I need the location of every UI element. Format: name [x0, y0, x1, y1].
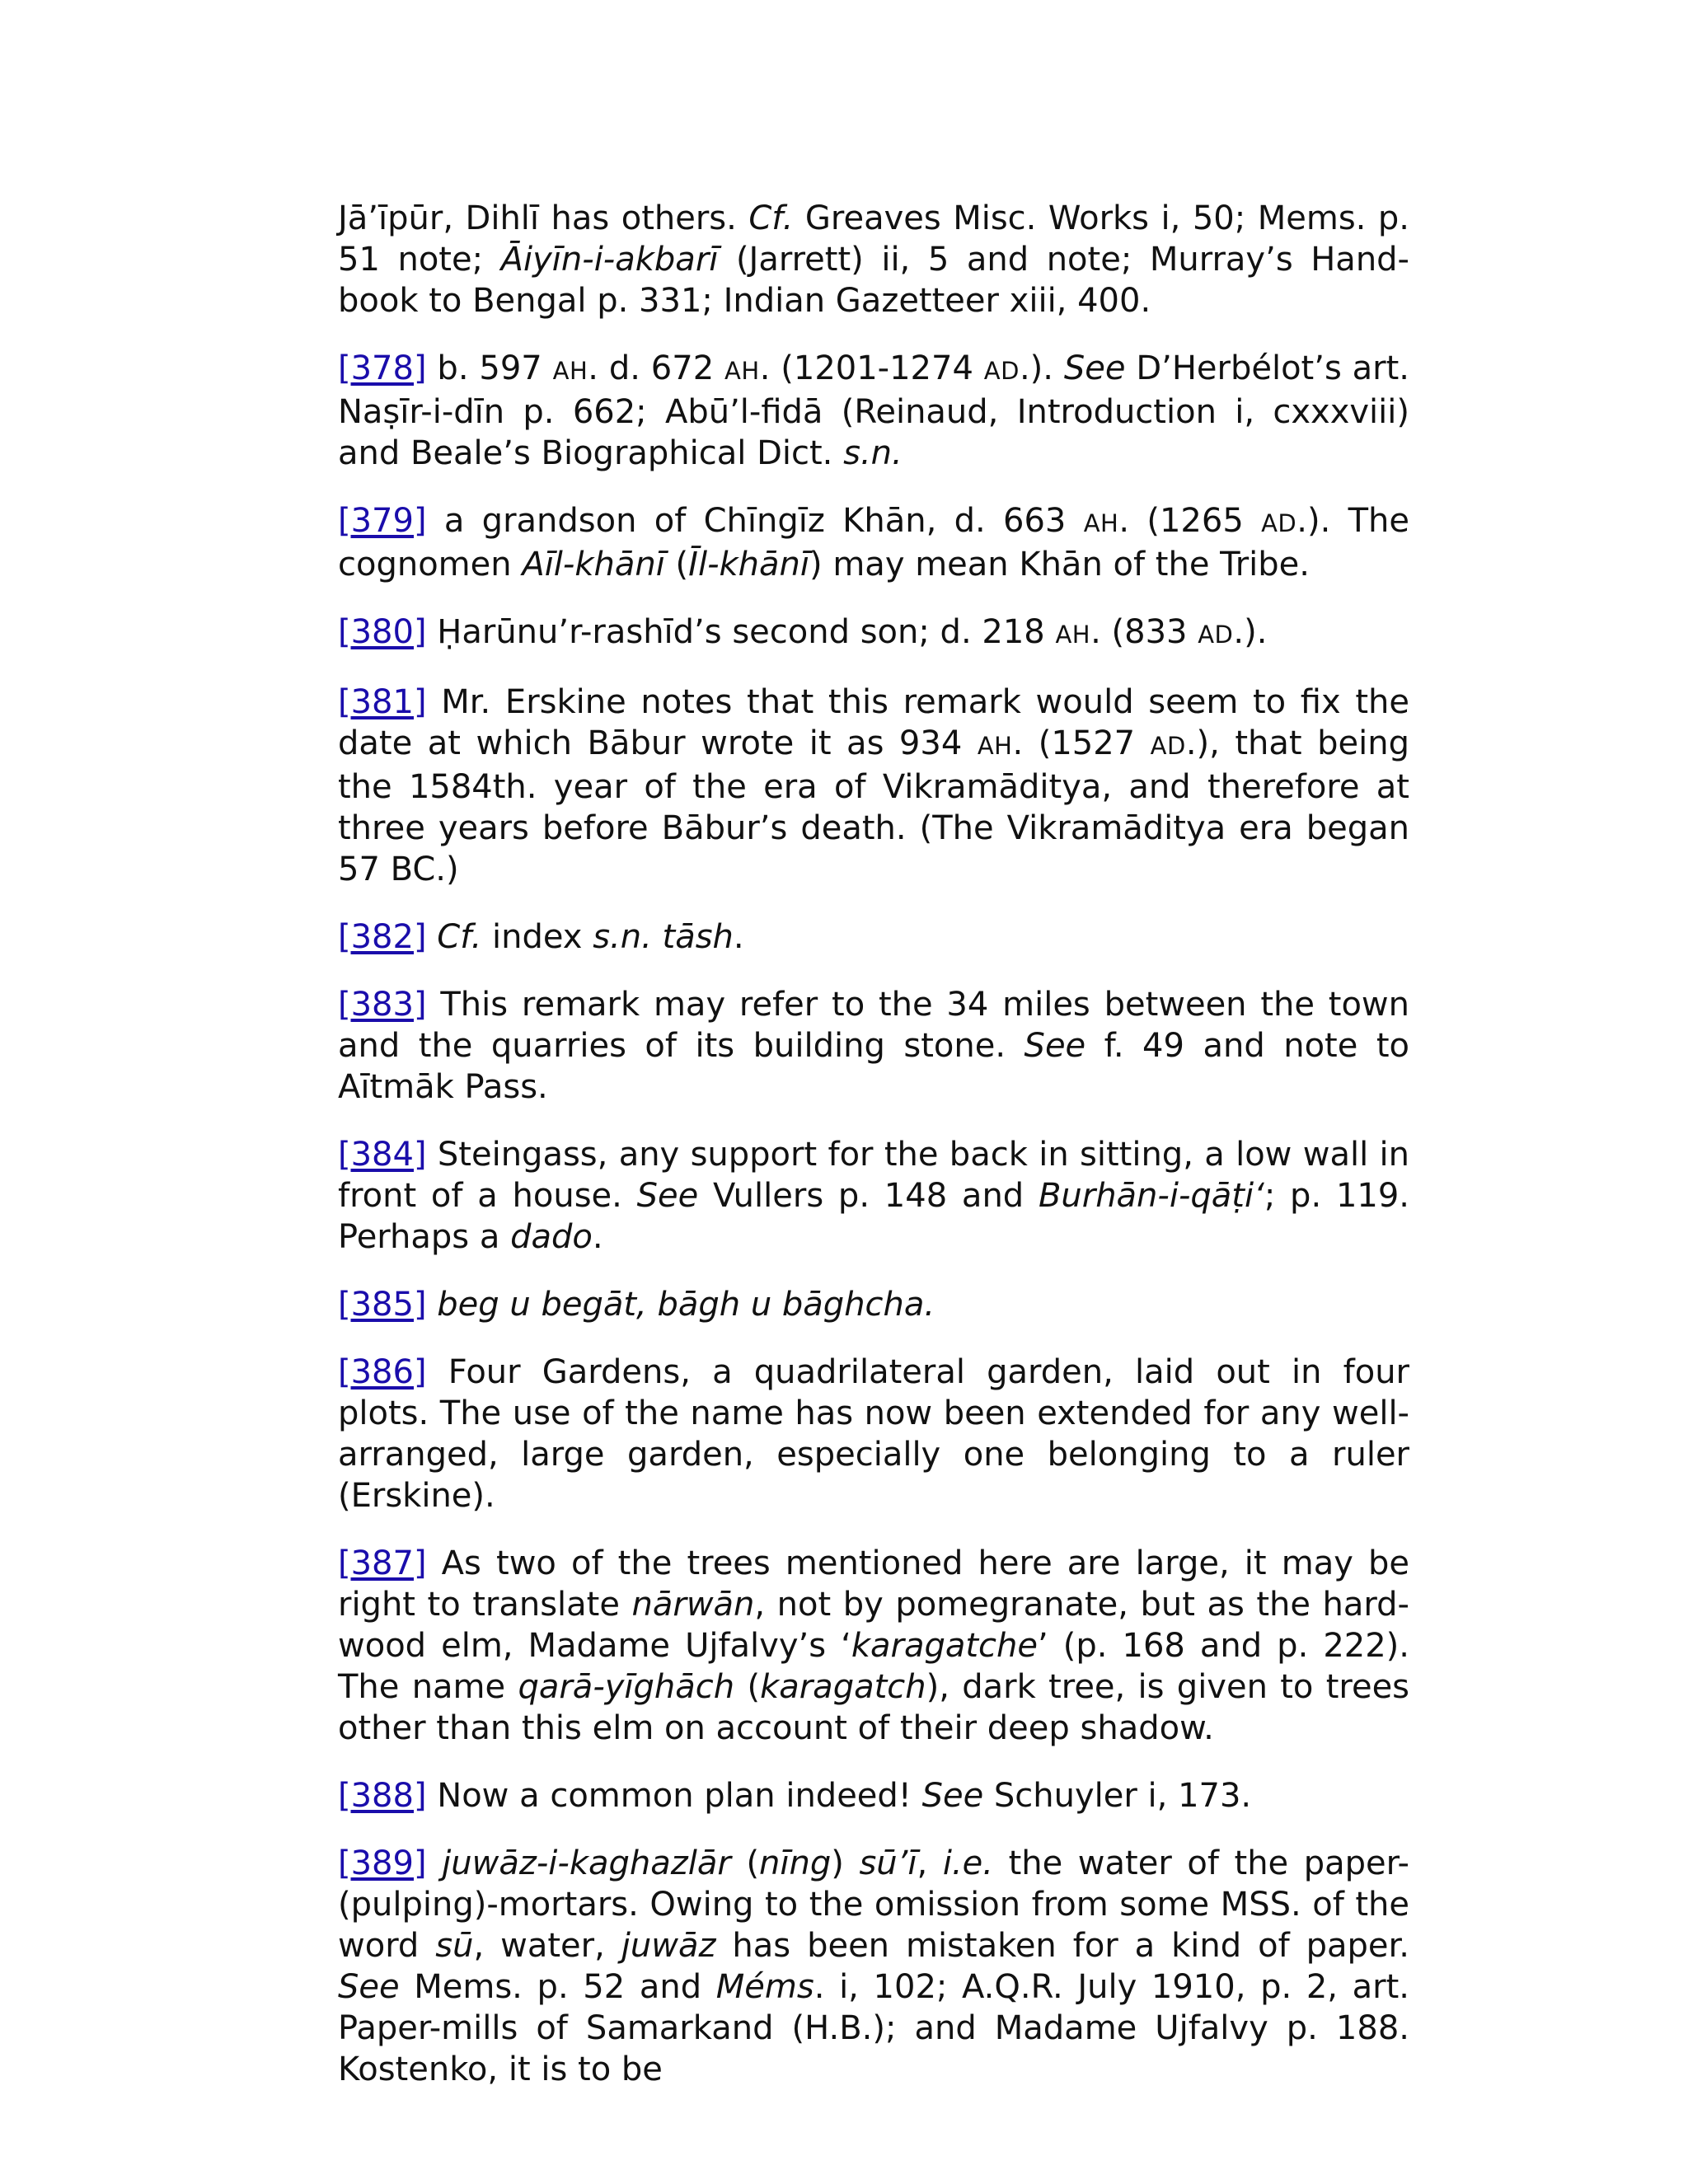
- italic-text: nārwān: [631, 1586, 755, 1624]
- footnote-text: Jā’īpūr, Dihlī has others.: [338, 199, 749, 237]
- footnote-text: Now a common plan indeed!: [426, 1777, 922, 1815]
- footnote-text: [427, 1286, 438, 1324]
- footnote-text: This remark may refer to the 34 miles between the town and the quarries of its building stone.: [338, 986, 1409, 1065]
- footnote-ref-link[interactable]: [386]: [338, 1353, 427, 1391]
- footnote-text: ) may mean Khān of the Tribe.: [809, 546, 1310, 583]
- footnote-text: . (1265: [1118, 502, 1262, 540]
- footnote-text: As two of the trees mentioned here are large, it may be right to translate: [338, 1544, 1409, 1624]
- footnote-text: Four Gardens, a quadrilateral garden, laid out in four plots. The use of the name has now been extended for any well-arranged, large garden, especially one belonging to a ruler (Erskine).: [338, 1353, 1409, 1515]
- footnote-text: Ḥarūnu’r-rashīd’s second son; d. 218: [426, 613, 1056, 651]
- italic-text: See: [338, 1968, 400, 2006]
- italic-text: beg u begāt, bāgh u bāghcha.: [437, 1286, 935, 1324]
- italic-text: i.e.: [942, 1844, 993, 1882]
- footnote-384: [338, 1134, 1409, 1258]
- footnote-text: Vullers p. 148 and: [698, 1177, 1039, 1215]
- footnote-ref-link[interactable]: [387]: [338, 1544, 427, 1582]
- footnote-ref-link[interactable]: [389]: [338, 1844, 427, 1882]
- era-abbreviation: AH: [724, 357, 760, 385]
- footnote-text: f. 49 and note to Aītmāk Pass.: [338, 1027, 1410, 1106]
- footnote-text: ; p. 119. Perhaps a: [338, 1177, 1410, 1256]
- footnote-text: (: [730, 1844, 760, 1882]
- footnote-text: (: [664, 546, 689, 583]
- footnote-text: a grandson of Chīngīz Khān, d. 663: [426, 502, 1084, 540]
- footnote-379: [338, 500, 1409, 585]
- footnote-text: Greaves Misc. Works i, 50; Mems. p. 51 note;: [338, 199, 1409, 279]
- footnote-389: [338, 1843, 1409, 2090]
- footnote-text: .: [733, 918, 744, 956]
- italic-text: juwāz: [621, 1927, 716, 1965]
- era-abbreviation: AH: [1083, 509, 1119, 537]
- footnote-text: ), dark tree, is given to trees other than this elm on account of their deep shadow.: [338, 1668, 1410, 1747]
- italic-text: nīng: [759, 1844, 832, 1882]
- footnote-text: ): [831, 1844, 860, 1882]
- footnote-text: . (1201-1274: [759, 349, 984, 387]
- footnote-380: [338, 612, 1409, 655]
- footnote-text: .), that being the 1584th. year of the era of Vikramāditya, and therefore at three years before Bābur’s death. (The Vikramāditya era began 57 BC.): [338, 724, 1409, 888]
- footnote-text: [427, 918, 438, 956]
- footnote-ref-link[interactable]: [378]: [338, 349, 427, 387]
- italic-text: karagatche: [851, 1627, 1038, 1665]
- footnote-text: , water,: [473, 1927, 621, 1965]
- footnote-text: Mr. Erskine notes that this remark would seem to fix the date at which Bābur wrote it as 934: [338, 683, 1409, 762]
- italic-text: Aīl-khānī: [522, 546, 665, 583]
- footnote-text: . (833: [1090, 613, 1198, 651]
- footnote-text: ’ (p. 168 and p. 222). The name: [338, 1627, 1409, 1706]
- era-abbreviation: AD: [1198, 621, 1234, 649]
- footnote-text: . (1527: [1012, 724, 1151, 762]
- italic-text: Burhān-i-qāṭi‘: [1038, 1177, 1264, 1215]
- italic-text: See: [636, 1177, 699, 1215]
- italic-text: Cf.: [748, 199, 794, 237]
- footnote-text: (Jarrett) ii, 5 and note; Murray’s Hand-book to Bengal p. 331; Indian Gazetteer xiii, 400.: [338, 241, 1409, 320]
- footnote-text: index: [481, 918, 593, 956]
- era-abbreviation: AD: [1261, 509, 1297, 537]
- footnote-text: [427, 1844, 443, 1882]
- footnote-ref-link[interactable]: [381]: [338, 683, 427, 721]
- footnote-text: ,: [917, 1844, 943, 1882]
- footnotes-page: [338, 198, 1409, 2116]
- footnote-text: Schuyler i, 173.: [983, 1777, 1252, 1815]
- footnote-text: . i, 102; A.Q.R. July 1910, p. 2, art. Paper-mills of Samarkand (H.B.); and Madame Ujfalvy p. 188. Kostenko, it is to be: [338, 1968, 1409, 2088]
- era-abbreviation: AH: [977, 732, 1013, 760]
- footnote-ref-link[interactable]: [379]: [338, 502, 427, 540]
- era-abbreviation: AD: [1150, 732, 1186, 760]
- footnote-text: .).: [1019, 349, 1064, 387]
- italic-text: sū: [435, 1927, 474, 1965]
- footnote-text: (: [734, 1668, 761, 1706]
- footnote-387: [338, 1543, 1409, 1749]
- era-abbreviation: AD: [983, 357, 1020, 385]
- footnote-ref-link[interactable]: [382]: [338, 918, 427, 956]
- italic-text: Cf.: [437, 918, 482, 956]
- footnote-text: b. 597: [426, 349, 553, 387]
- footnote-ref-link[interactable]: [388]: [338, 1777, 427, 1815]
- italic-text: s.n. tāsh: [593, 918, 734, 956]
- italic-text: dado: [510, 1218, 593, 1256]
- footnote-385: [338, 1284, 1409, 1325]
- footnote-text: D’Herbélot’s art. Naṣīr-i-dīn p. 662; Abū’l-fidā (Reinaud, Introduction i, cxxxviii) and Beale’s Biographical Dict.: [338, 349, 1410, 472]
- italic-text: s.n.: [843, 434, 903, 472]
- footnote-text: Steingass, any support for the back in sitting, a low wall in front of a house.: [338, 1136, 1409, 1215]
- italic-text: juwāz-i-kaghazlār: [442, 1844, 731, 1882]
- era-abbreviation: AH: [1055, 621, 1091, 649]
- italic-text: See: [921, 1777, 984, 1815]
- italic-text: See: [1063, 349, 1126, 387]
- italic-text: See: [1024, 1027, 1086, 1065]
- footnote-continuation: [338, 198, 1409, 321]
- footnote-ref-link[interactable]: [380]: [338, 613, 427, 651]
- footnote-382: [338, 916, 1409, 958]
- footnote-388: [338, 1775, 1409, 1816]
- footnote-text: has been mistaken for a kind of paper.: [715, 1927, 1410, 1965]
- italic-text: sū’ī: [859, 1844, 917, 1882]
- italic-text: Īl-khānī: [688, 546, 810, 583]
- italic-text: Méms: [715, 1968, 814, 2006]
- footnote-ref-link[interactable]: [383]: [338, 986, 427, 1024]
- footnote-text: the water of the paper-(pulping)-mortars. Owing to the omission from some MSS. of the word: [338, 1844, 1409, 1965]
- footnote-text: . d. 672: [588, 349, 725, 387]
- footnote-text: Mems. p. 52 and: [399, 1968, 716, 2006]
- era-abbreviation: AH: [552, 357, 588, 385]
- footnote-ref-link[interactable]: [385]: [338, 1286, 427, 1324]
- footnote-text: , not by pomegranate, but as the hard-wood elm, Madame Ujfalvy’s ‘: [338, 1586, 1409, 1665]
- footnote-text: .: [592, 1218, 603, 1256]
- italic-text: qarā-yīghāch: [518, 1668, 735, 1706]
- italic-text: Āiyīn-i-akbarī: [500, 241, 719, 279]
- footnote-378: [338, 348, 1409, 474]
- footnote-383: [338, 984, 1409, 1108]
- footnote-ref-link[interactable]: [384]: [338, 1136, 427, 1174]
- footnote-text: .).: [1233, 613, 1268, 651]
- italic-text: karagatch: [760, 1668, 926, 1706]
- footnote-386: [338, 1352, 1409, 1516]
- footnote-text: .). The cognomen: [338, 502, 1410, 583]
- footnote-381: [338, 682, 1409, 890]
